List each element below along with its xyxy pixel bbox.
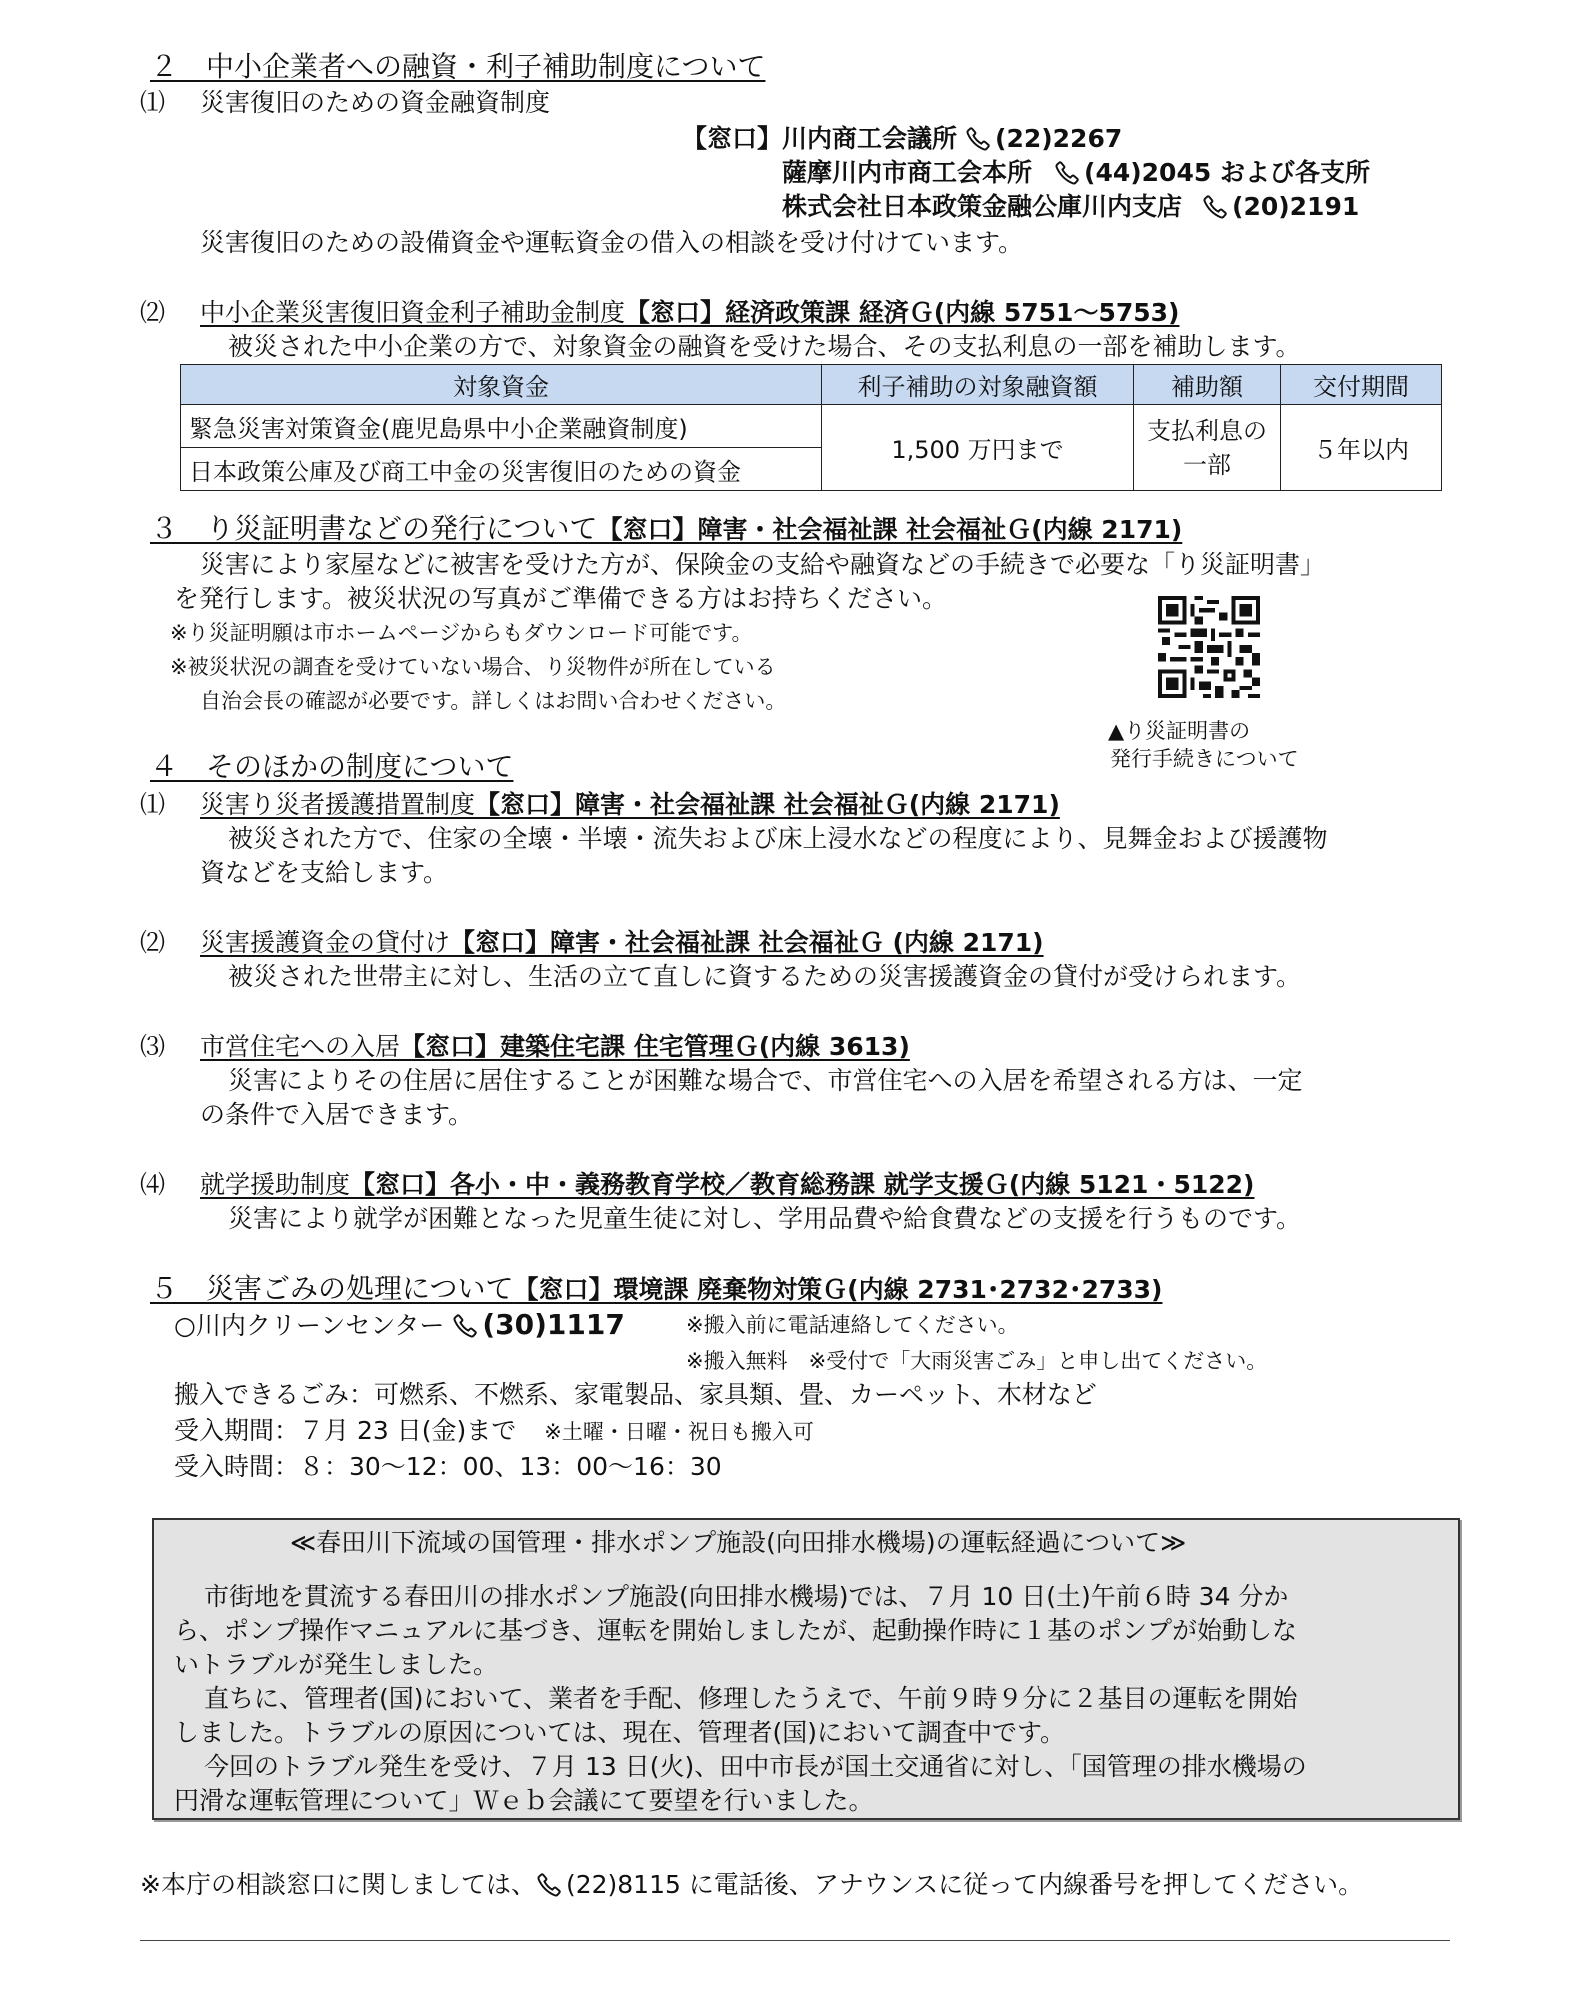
- acceptance-period-line: [174, 1414, 814, 1448]
- table-cell: 日本政策公庫及び商工中金の災害復旧のための資金: [181, 448, 822, 491]
- section-4-title: ４ そのほかの制度について: [150, 750, 514, 783]
- table-cell: 緊急災害対策資金(鹿児島県中小企業融資制度): [181, 405, 822, 448]
- item-title-line: [200, 1168, 1254, 1202]
- footer-text: ※本庁の相談窓口に関しましては、: [140, 1870, 536, 1899]
- department: 建築住宅課 住宅管理Ｇ(内線 3613): [500, 1032, 910, 1061]
- center-name: ○川内クリーンセンター: [174, 1311, 445, 1340]
- item-title-line: [200, 296, 1179, 330]
- window-label: 【窓口】: [475, 790, 576, 819]
- notice-text: しました。トラブルの原因については、現在、管理者(国)において調査中です。: [174, 1718, 1066, 1747]
- table-header: 利子補助の対象融資額: [822, 365, 1134, 405]
- section-5-title: ５ 災害ごみの処理について: [150, 1272, 514, 1305]
- department: 障害・社会福祉課 社会福祉Ｇ (内線 2171): [550, 928, 1044, 957]
- acceptance-period: 受入期間：７月 23 日(金)まで: [174, 1416, 517, 1445]
- contact-phone: (20)2191: [1232, 192, 1360, 221]
- table-header-row: [181, 365, 1442, 405]
- section-3-title: ３ り災証明書などの発行について: [150, 512, 598, 545]
- window-label: 【窓口】: [400, 1032, 501, 1061]
- table-header: 対象資金: [181, 365, 822, 405]
- contact-label: 【窓口】川内商工会議所: [682, 124, 958, 153]
- notice-text: 市街地を貫流する春田川の排水ポンプ施設(向田排水機場)では、７月 10 日(土)午前６時 34 分か: [204, 1582, 1289, 1611]
- center-phone: (30)1117: [482, 1308, 625, 1341]
- contact-phone: (22)2267: [995, 124, 1123, 153]
- department: 各小・中・義務教育学校／教育総務課 就学支援Ｇ(内線 5121・5122): [450, 1170, 1255, 1199]
- phone-icon: [1202, 194, 1228, 220]
- table-cell: 支払利息の一部: [1134, 405, 1281, 491]
- notice-text: 円滑な運転管理について」Ｗｅｂ会議にて要望を行いました。: [174, 1786, 874, 1815]
- contact-line: [782, 190, 1359, 224]
- section-5-title-line: [150, 1272, 1162, 1307]
- section-2-title: ２ 中小企業者への融資・利子補助制度について: [150, 50, 766, 83]
- note: ※り災証明願は市ホームページからもダウンロード可能です。: [170, 621, 753, 645]
- item-description: 災害によりその住居に居住することが困難な場合で、市営住宅への入居を希望される方は、一定: [228, 1066, 1303, 1095]
- acceptance-hours: 受入時間：８：30〜12：00、13：00〜16：30: [174, 1452, 722, 1481]
- note: ※搬入前に電話連絡してください。: [686, 1313, 1019, 1337]
- window-label: 【窓口】: [450, 928, 551, 957]
- department: 経済政策課 経済Ｇ(内線 5751〜5753): [725, 298, 1180, 327]
- contact-label: 株式会社日本政策金融公庫川内支店: [782, 192, 1183, 221]
- notice-title: ≪春田川下流域の国管理・排水ポンプ施設(向田排水機場)の運転経過について≫: [290, 1528, 1187, 1557]
- note: ※土曜・日曜・祝日も搬入可: [544, 1420, 814, 1444]
- item-title: 中小企業災害復旧資金利子補助金制度: [200, 298, 626, 327]
- item-title-line: [200, 926, 1044, 960]
- item-description: 被災された世帯主に対し、生活の立て直しに資するための災害援護資金の貸付が受けられます。: [228, 962, 1302, 991]
- item-title-line: [200, 1030, 910, 1064]
- item-number: ⑵: [140, 298, 166, 327]
- qr-caption: 発行手続きについて: [1110, 747, 1299, 771]
- item-description: 災害により就学が困難となった児童生徒に対し、学用品費や給食費などの支援を行うものです。: [228, 1204, 1302, 1233]
- department: 障害・社会福祉課 社会福祉Ｇ(内線 2171): [575, 790, 1060, 819]
- item-title: 災害援護資金の貸付け: [200, 928, 451, 957]
- contact-line: [682, 122, 1122, 156]
- notice-text: いトラブルが発生しました。: [174, 1650, 499, 1679]
- item-number: ⑵: [140, 928, 166, 957]
- table-header: 補助額: [1134, 365, 1281, 405]
- department: 環境課 廃棄物対策Ｇ(内線 2731･2732･2733): [613, 1275, 1163, 1304]
- note: ※搬入無料 ※受付で「大雨災害ごみ」と申し出てください。: [686, 1349, 1268, 1373]
- window-label: 【窓口】: [350, 1170, 451, 1199]
- item-description: 被災された中小企業の方で、対象資金の融資を受けた場合、その支払利息の一部を補助します。: [228, 332, 1301, 361]
- window-label: 【窓口】: [625, 298, 726, 327]
- contact-phone: (44)2045 および各支所: [1084, 158, 1370, 187]
- notice-text: ら、ポンプ操作マニュアルに基づき、運転を開始しましたが、起動操作時に１基のポンプが始動しな: [174, 1616, 1298, 1645]
- window-label: 【窓口】: [597, 515, 698, 544]
- contact-label: 薩摩川内市商工会本所: [782, 158, 1033, 187]
- phone-icon: [1054, 160, 1080, 186]
- note: 自治会長の確認が必要です。詳しくはお問い合わせください。: [200, 689, 787, 713]
- item-title-line: [200, 788, 1060, 822]
- table-row: [181, 405, 1442, 448]
- notice-box: [152, 1518, 1460, 1820]
- section-description: 災害により家屋などに被害を受けた方が、保険金の支給や融資などの手続きで必要な「り災証明書」: [200, 550, 1326, 579]
- window-label: 【窓口】: [513, 1275, 614, 1304]
- contact-line: [782, 156, 1370, 190]
- phone-icon: [965, 126, 991, 152]
- item-description: 資などを支給します。: [200, 858, 449, 887]
- item-title: 市営住宅への入居: [200, 1032, 401, 1061]
- item-title: 就学援助制度: [200, 1170, 351, 1199]
- phone-icon: [452, 1313, 478, 1339]
- item-title: 災害復旧のための資金融資制度: [200, 88, 551, 117]
- notice-text: 今回のトラブル発生を受け、７月 13 日(火)、田中市長が国土交通省に対し、「国管理の排水機場の: [204, 1752, 1307, 1781]
- item-description: 被災された方で、住家の全壊・半壊・流失および床上浸水などの程度により、見舞金および援護物: [228, 824, 1328, 853]
- item-number: ⑶: [140, 1032, 166, 1061]
- qr-caption: ▲り災証明書の: [1108, 719, 1251, 743]
- section-3-title-line: [150, 512, 1182, 547]
- item-description: の条件で入居できます。: [200, 1100, 474, 1129]
- footer-text: に電話後、アナウンスに従って内線番号を押してください。: [688, 1870, 1364, 1899]
- table-cell: 1,500 万円まで: [822, 405, 1134, 491]
- footer-phone: (22)8115: [565, 1870, 681, 1899]
- table-cell: ５年以内: [1281, 405, 1442, 491]
- footer-divider: [140, 1940, 1450, 1941]
- table-header: 交付期間: [1281, 365, 1442, 405]
- item-title: 災害り災者援護措置制度: [200, 790, 476, 819]
- item-number: ⑴: [140, 790, 166, 819]
- item-number: ⑷: [140, 1170, 166, 1199]
- accepted-items: 搬入できるごみ：可燃系、不燃系、家電製品、家具類、畳、カーペット、木材など: [174, 1380, 1097, 1409]
- phone-icon: [536, 1872, 562, 1898]
- center-line: [174, 1308, 625, 1343]
- item-description: 災害復旧のための設備資金や運転資金の借入の相談を受け付けています。: [200, 228, 1024, 257]
- item-number: ⑴: [140, 88, 166, 117]
- note: ※被災状況の調査を受けていない場合、り災物件が所在している: [170, 655, 776, 679]
- department: 障害・社会福祉課 社会福祉Ｇ(内線 2171): [697, 515, 1183, 544]
- section-description: を発行します。被災状況の写真がご準備できる方はお持ちください。: [174, 584, 948, 613]
- notice-text: 直ちに、管理者(国)において、業者を手配、修理したうえで、午前９時９分に２基目の運転を開始: [204, 1684, 1298, 1713]
- footer-note: [140, 1868, 1363, 1902]
- qr-code-icon[interactable]: [1158, 596, 1260, 698]
- subsidy-table: [180, 364, 1442, 491]
